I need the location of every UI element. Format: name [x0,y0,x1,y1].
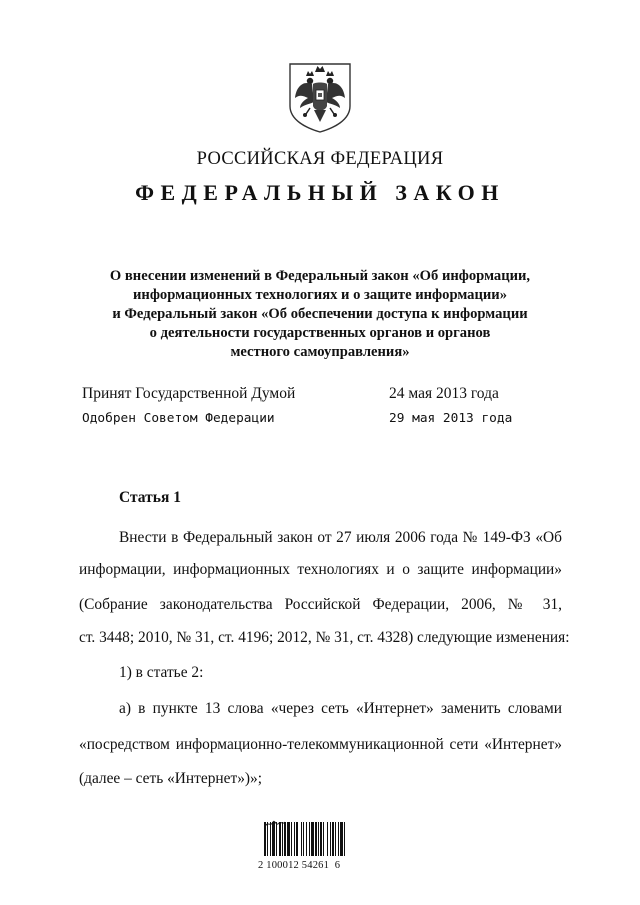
barcode-icon [258,822,376,880]
coat-of-arms-icon [288,62,352,134]
barcode-bar [267,822,268,856]
article-text-line: ст. 3448; 2010, № 31, ст. 4196; 2012, № 31, ст. 4328) следующие изменения: [79,629,570,646]
barcode-bar [332,822,334,856]
barcode-bar [276,822,277,856]
barcode-bar [318,822,319,856]
barcode-bar [327,822,328,856]
article-text-line: (Собрание законодательства Российской Федерации, 2006, № 31, [79,596,562,613]
article-text-line: а) в пункте 13 слова «через сеть «Интернет» заменить словами [119,700,562,717]
barcode-bar [335,822,336,856]
article-heading: Статья 1 [119,489,181,506]
country-name: РОССИЙСКАЯ ФЕДЕРАЦИЯ [196,149,444,169]
article-text-line: 1) в статье 2: [119,664,204,681]
barcode-bar [323,822,324,856]
law-title [80,267,560,362]
barcode-bar [291,822,292,856]
barcode-bar [338,822,339,856]
law-title-line: местного самоуправления» [230,344,410,360]
adoption-duma-label: Принят Государственной Думой [82,385,296,402]
law-title-line: информационных технологиях и о защите информации» [133,287,507,303]
barcode-bar [296,822,298,856]
law-title-line: О внесении изменений в Федеральный закон «Об информации, [109,268,531,284]
barcode-bar [287,822,290,856]
law-title-line: о деятельности государственных органов и органов [149,325,491,341]
article-text-line: Внести в Федеральный закон от 27 июля 2006 года № 149-ФЗ «Об [119,529,562,546]
adoption-duma-date: 24 мая 2013 года [389,385,499,402]
barcode-bar [282,822,283,856]
barcode-bar [340,822,343,856]
document-type: ФЕДЕРАЛЬНЫЙ ЗАКОН [135,180,505,205]
barcode-bar [309,822,310,856]
barcode-bar [303,822,304,856]
approval-council-label: Одобрен Советом Федерации [82,411,275,426]
barcode-bar [294,822,295,856]
barcode-number: 2 100012 54261 6 [258,860,341,871]
barcode-bar [284,822,286,856]
barcode-bar [301,822,302,856]
barcode-bar [272,822,275,856]
article-text-line: информации, информационных технологиях и о защите информации» [79,561,562,578]
barcode-bar [306,822,307,856]
approval-council-date: 29 мая 2013 года [389,411,513,426]
article-text-line: (далее – сеть «Интернет»)»; [79,770,262,787]
barcode-bar [270,822,271,856]
law-title-line: и Федеральный закон «Об обеспечении доступа к информации [112,306,528,322]
article-text-line: «посредством информационно-телекоммуникационной сети «Интернет» [79,736,562,753]
barcode-bar [344,822,345,856]
barcode-bar [264,822,266,856]
barcode-bar [330,822,331,856]
barcode-bar [311,822,314,856]
barcode-bar [320,822,322,856]
barcode-bar [279,822,281,856]
barcode-bar [315,822,317,856]
